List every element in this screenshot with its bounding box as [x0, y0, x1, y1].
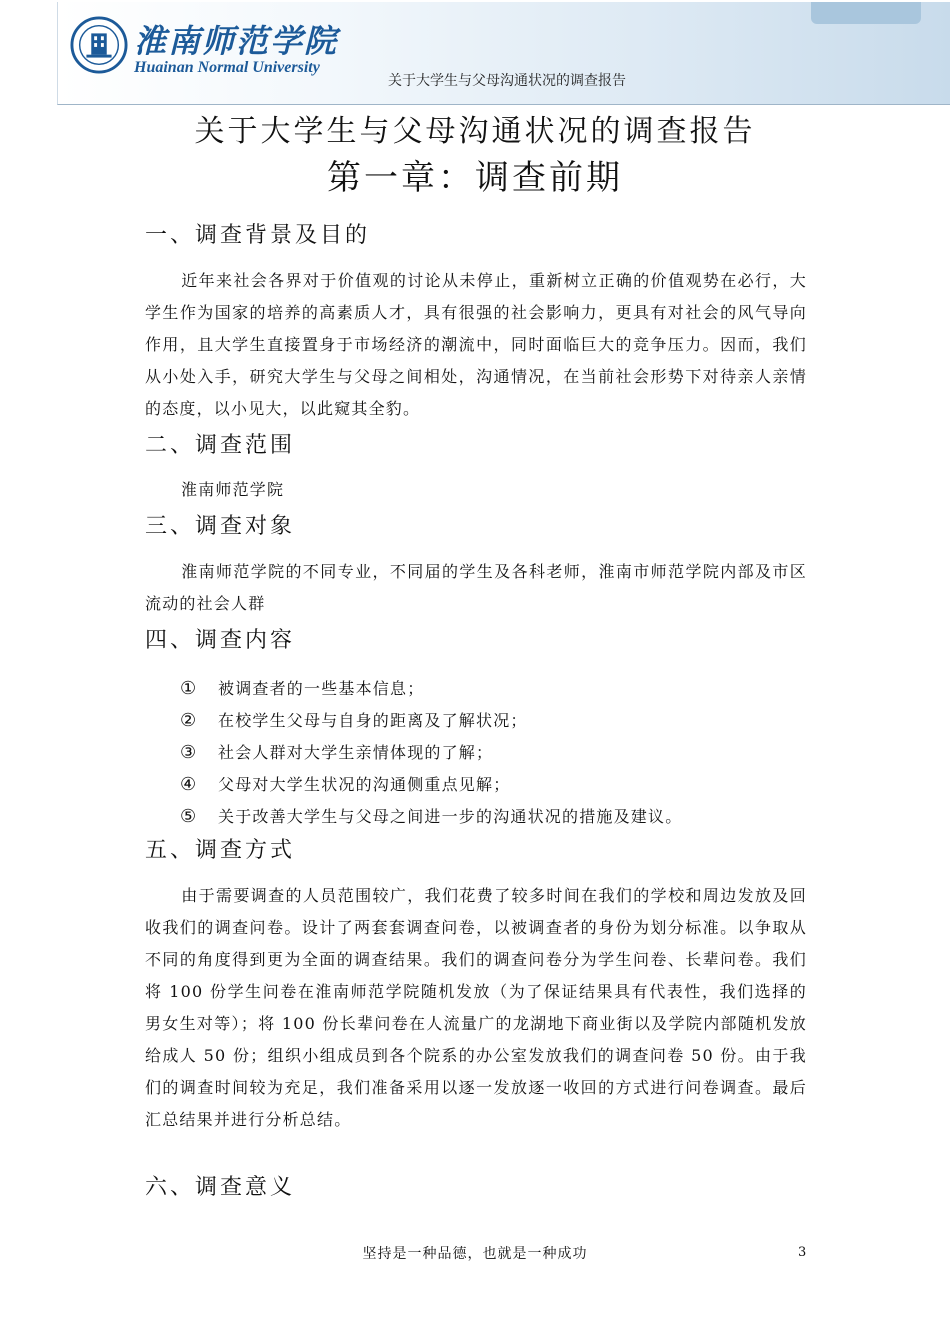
header-decoration	[811, 2, 921, 24]
list-number: ③	[180, 742, 198, 763]
list-item	[180, 772, 510, 795]
list-number: ①	[180, 678, 198, 699]
section-heading-subjects: 三、调查对象	[145, 514, 296, 539]
list-text: 社会人群对大学生亲情体现的了解；	[218, 743, 494, 762]
section-paragraph-subjects	[145, 556, 807, 620]
list-item	[180, 804, 682, 827]
list-item	[180, 676, 424, 699]
page-title: 关于大学生与父母沟通状况的调查报告	[194, 114, 756, 149]
university-logo-icon	[70, 16, 128, 74]
list-text: 关于改善大学生与父母之间进一步的沟通状况的措施及建议。	[218, 807, 683, 826]
footer-motto: 坚持是一种品德，也就是一种成功	[362, 1246, 588, 1262]
list-number: ④	[180, 774, 198, 795]
page-number: 3	[798, 1245, 807, 1260]
paragraph-text: 近年来社会各界对于价值观的讨论从未停止，重新树立正确的价值观势在必行，大学生作为国家的培养的高素质人才，具有很强的社会影响力，更具有对社会的风气导向作用，且大学生直接置身于市场经济的潮流中，同时面临巨大的竞争压力。因而，我们从小处入手，研究大学生与父母之间相处，沟通情况，在当前社会形势下对待亲人亲情的态度，以小见大，以此窥其全豹。	[145, 271, 807, 418]
paragraph-text: 淮南师范学院的不同专业，不同届的学生及各科老师，淮南市师范学院内部及市区流动的社会人群	[145, 562, 807, 613]
section-paragraph-background	[145, 265, 807, 425]
paragraph-text: 淮南师范学院	[181, 480, 285, 499]
list-text: 被调查者的一些基本信息；	[218, 679, 425, 698]
section-heading-content: 四、调查内容	[145, 628, 296, 653]
page-header	[57, 2, 950, 105]
chapter-title: 第一章：调查前期	[327, 158, 623, 198]
header-document-title: 关于大学生与父母沟通状况的调查报告	[388, 73, 626, 89]
section-paragraph-scope	[145, 474, 807, 506]
paragraph-text: 由于需要调查的人员范围较广，我们花费了较多时间在我们的学校和周边发放及回收我们的调查问卷。设计了两套套调查问卷，以被调查者的身份为划分标准。以争取从不同的角度得到更为全面的调查结果。我们的调查问卷分为学生问卷、长辈问卷。我们将 100 份学生问卷在淮南师范学院随机发放（为了保证结果具有代表性，我们选择的男女生对等）；将 100 份长辈问卷在人流量广的龙湖地下商业街以及学院内部随机发放给成人 50 份；组织小组成员到各个院系的办公室发放我们的调查问卷 50 份。由于我们的调查时间较为充足，我们准备采用以逐一发放逐一收回的方式进行问卷调查。最后汇总结果并进行分析总结。	[145, 886, 807, 1129]
section-heading-scope: 二、调查范围	[145, 433, 296, 458]
school-name-chinese: 淮南师范学院	[134, 22, 339, 60]
list-text: 在校学生父母与自身的距离及了解状况；	[218, 711, 528, 730]
list-item	[180, 708, 528, 731]
list-number: ⑤	[180, 806, 198, 827]
list-number: ②	[180, 710, 198, 731]
section-paragraph-method	[145, 880, 807, 1136]
section-heading-method: 五、调查方式	[145, 838, 296, 863]
list-text: 父母对大学生状况的沟通侧重点见解；	[218, 775, 511, 794]
section-heading-significance: 六、调查意义	[145, 1175, 296, 1200]
school-name-english: Huainan Normal University	[134, 59, 320, 76]
section-heading-background: 一、调查背景及目的	[145, 223, 371, 248]
list-item	[180, 740, 493, 763]
